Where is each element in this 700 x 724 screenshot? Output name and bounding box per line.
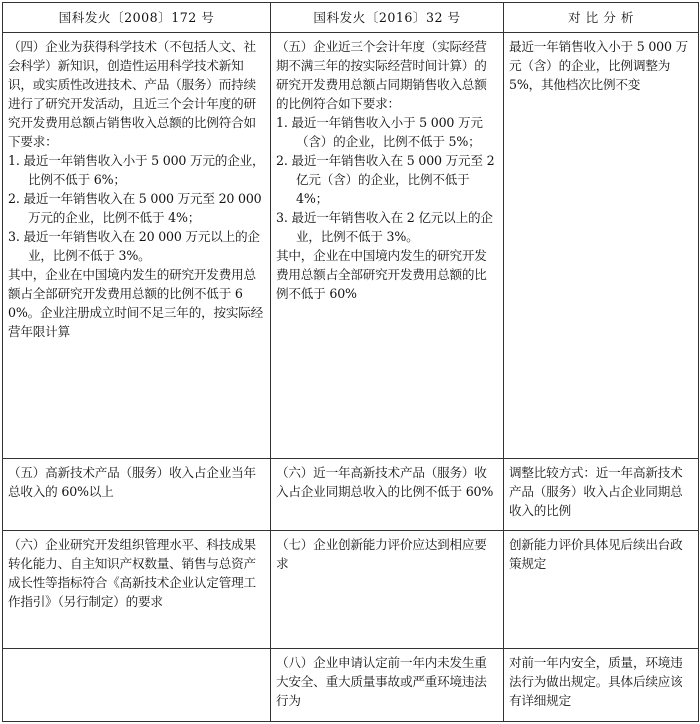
header-analysis: 对 比 分 析 (504, 3, 699, 33)
table-row-safety (3, 649, 699, 722)
new-policy-cell (271, 33, 504, 459)
new-policy-item-2: 2. 最近一年销售收入在 5 000 万元至 2 亿元（含）的企业，比例不低于 4%； (276, 153, 495, 206)
header-new-policy: 国科发火〔2016〕32 号 (271, 3, 504, 33)
table-row-innovation (3, 531, 699, 649)
header-row (3, 3, 699, 33)
new-policy-cell: （七）企业创新能力评价应达到相应要求 (271, 531, 504, 649)
new-policy-cell: （六）近一年高新技术产品（服务）收入占企业同期总收入的比例不低于 60% (271, 459, 504, 531)
old-policy-intro: （四）企业为获得科学技术（不包括人文、社会科学）新知识，创造性运用科学技术新知识，或实质性改进技术、产品（服务）而持续进行了研究开发活动，且近三个会计年度的研究开发费用总额占销售收入总额的比例符合如下要求： (8, 39, 256, 149)
old-policy-cell (3, 649, 271, 722)
analysis-cell: 创新能力评价具体见后续出台政策规定 (504, 531, 699, 649)
new-policy-intro: （五）企业近三个会计年度（实际经营期不满三年的按实际经营时间计算）的研究开发费用总额占同期销售收入总额的比例符合如下要求： (276, 39, 487, 111)
new-policy-outro: 其中，企业在中国境内发生的研究开发费用总额占全部研究开发费用总额的比例不低于 60% (276, 248, 487, 301)
header-old-policy: 国科发火〔2008〕172 号 (3, 3, 271, 33)
comparison-table (2, 2, 699, 722)
table-row-rd-expense (3, 33, 699, 459)
table-row-product-income (3, 459, 699, 531)
analysis-cell: 最近一年销售收入小于 5 000 万元（含）的企业，比例调整为 5%，其他档次比例不变 (504, 33, 699, 459)
old-policy-item-3: 3. 最近一年销售收入在 20 000 万元以上的企业，比例不低于 3%。 (8, 229, 260, 263)
new-policy-item-1: 1. 最近一年销售收入小于 5 000 万元（含）的企业，比例不低于 5%； (276, 115, 483, 149)
old-policy-item-1: 1. 最近一年销售收入小于 5 000 万元的企业，比例不低于 6%； (8, 153, 265, 187)
new-policy-cell: （八）企业申请认定前一年内未发生重大安全、重大质量事故或严重环境违法行为 (271, 649, 504, 722)
analysis-cell: 调整比较方式：近一年高新技术产品（服务）收入占企业同期总收入的比例 (504, 459, 699, 531)
analysis-cell: 对前一年内安全，质量，环境违法行为做出规定。具体后续应该有详细规定 (504, 649, 699, 722)
old-policy-cell: （六）企业研究开发组织管理水平、科技成果转化能力、自主知识产权数量、销售与总资产成长性等指标符合《高新技术企业认定管理工作指引》（另行制定）的要求 (3, 531, 271, 649)
old-policy-cell: （五）高新技术产品（服务）收入占企业当年总收入的 60%以上 (3, 459, 271, 531)
old-policy-item-2: 2. 最近一年销售收入在 5 000 万元至 20 000 万元的企业，比例不低于 4%； (8, 191, 262, 225)
old-policy-outro: 其中，企业在中国境内发生的研究开发费用总额占全部研究开发费用总额的比例不低于 60%。企业注册成立时间不足三年的，按实际经营年限计算 (8, 267, 264, 339)
new-policy-item-3: 3. 最近一年销售收入在 2 亿元以上的企业，比例不低于 3%。 (276, 210, 493, 244)
old-policy-cell (3, 33, 271, 459)
